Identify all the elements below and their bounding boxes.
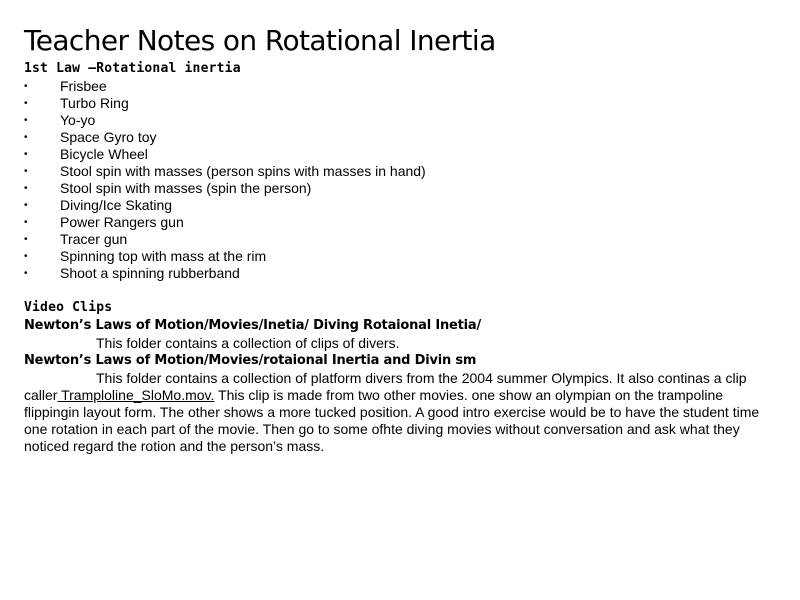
bullet-icon: • [24,234,28,245]
list-item: • Stool spin with masses (person spins with masses in hand) [24,163,426,179]
list-item: • Bicycle Wheel [24,146,148,162]
list-item: • Stool spin with masses (spin the person) [24,180,312,196]
bullet-icon: • [24,251,28,262]
list-item: • Yo-yo [24,112,96,128]
bullet-icon: • [24,149,28,160]
list-item: • Spinning top with mass at the rim [24,248,267,264]
page-title: Teacher Notes on Rotational Inertia [24,24,496,57]
bullet-icon: • [24,115,28,126]
clip-folder-path-rotational: Newton’s Laws of Motion/Movies/rotaional Inertia and Divin sm [24,353,477,368]
bullet-icon: • [24,81,28,92]
bullet-icon: • [24,98,28,109]
bullet-icon: • [24,268,28,279]
section-heading-rotational-inertia: 1st Law –Rotational inertia [24,61,241,76]
clip-folder-description-rotational: This folder contains a collection of platform divers from the 2004 summer Olympics. It also continas a clip caller Tramploline_SloMo.mov. This clip is made from two other movies. one show an olympian on the trampoline flippingin layout form. The other shows a more tucked position. A good intro exercise would be to have the student time one rotation in each part of the movie. Then go to some ofhte diving movies without conversation and ask what they noticed regard the rotion and the person’s mass. [24,370,760,454]
bullet-icon: • [24,200,28,211]
slide-page [24,22,776,455]
list-item: • Shoot a spinning rubberband [24,265,240,281]
bullet-icon: • [24,132,28,143]
list-item: • Turbo Ring [24,95,129,111]
list-item: • Space Gyro toy [24,129,157,145]
clip-folder-path-diving: Newton’s Laws of Motion/Movies/Inetia/ Diving Rotaional Inetia/ [24,318,482,333]
demo-items-list [24,78,776,282]
bullet-icon: • [24,217,28,228]
spacer [24,282,776,299]
movie-file-link[interactable]: Tramploline_SloMo.mov. [57,387,215,403]
bullet-icon: • [24,183,28,194]
bullet-icon: • [24,166,28,177]
list-item: • Power Rangers gun [24,214,184,230]
list-item: • Frisbee [24,78,107,94]
list-item: • Diving/Ice Skating [24,197,173,213]
section-heading-video-clips: Video Clips [24,300,113,315]
clip-folder-description-diving: This folder contains a collection of clips of divers. [96,335,400,351]
list-item: • Tracer gun [24,231,128,247]
